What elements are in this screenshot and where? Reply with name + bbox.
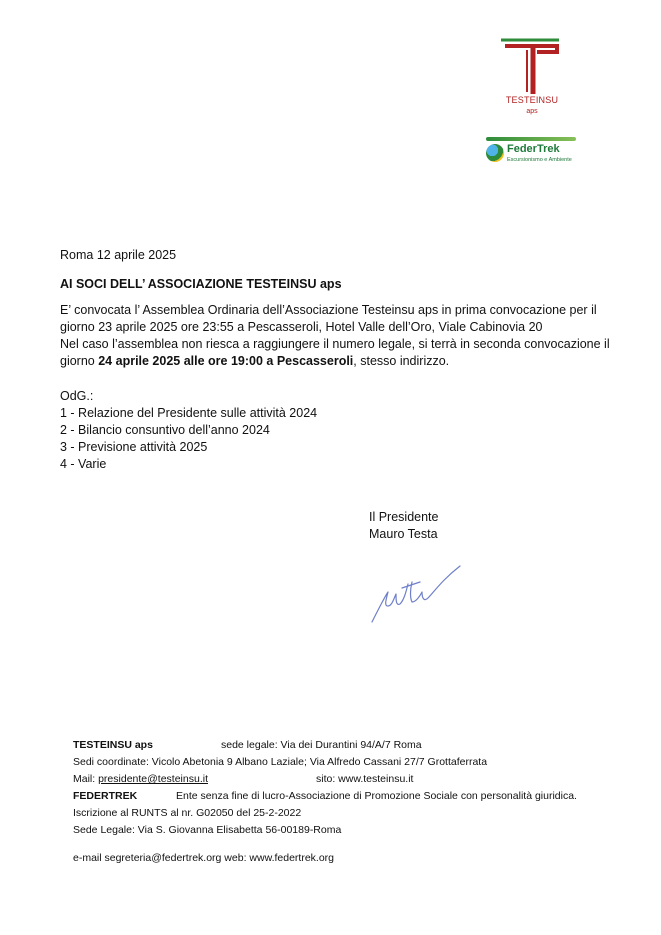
footer-fed-seat: Sede Legale: Via S. Giovanna Elisabetta 56-00189-Roma — [73, 824, 342, 836]
footer-mail-link[interactable]: presidente@testeinsu.it — [98, 773, 208, 785]
footer-site: sito: www.testeinsu.it — [316, 773, 414, 785]
agenda-item: 4 - Varie — [60, 457, 107, 471]
agenda-item: 1 - Relazione del Presidente sulle attività 2024 — [60, 406, 318, 420]
paragraph-2-bold: 24 aprile 2025 alle ore 19:00 a Pescasseroli — [98, 354, 354, 368]
federtrek-logo-name: FederTrek — [507, 143, 560, 155]
logo-name: TESTEINSU — [505, 95, 559, 105]
footer-legal-seat: sede legale: Via dei Durantini 94/A/7 Roma — [221, 739, 422, 751]
signature-name: Mauro Testa — [369, 527, 438, 541]
agenda-item: 2 - Bilancio consuntivo dell’anno 2024 — [60, 423, 270, 437]
letter-addressee: AI SOCI DELL’ ASSOCIAZIONE TESTEINSU aps — [60, 277, 342, 291]
footer-org-name: TESTEINSU aps — [73, 739, 153, 751]
globe-icon — [486, 144, 504, 162]
footer-fed-contacts: e-mail segreteria@federtrek.org web: www.federtrek.org — [73, 852, 335, 864]
signature-role: Il Presidente — [369, 510, 439, 524]
federtrek-logo-tagline: Escursionismo e Ambiente — [507, 157, 572, 163]
logo-suffix: aps — [526, 108, 538, 115]
federtrek-logo-bar — [486, 137, 576, 141]
footer-fed-desc: Ente senza fine di lucro-Associazione di Promozione Sociale con personalità giuridica. — [176, 790, 577, 802]
footer-runts: Iscrizione al RUNTS al nr. G02050 del 25-2-2022 — [73, 807, 302, 819]
footer-fed-name: FEDERTREK — [73, 790, 138, 802]
paragraph-1-line-1: E’ convocata l’ Assemblea Ordinaria dell’Associazione Testeinsu aps in prima convocazione per il — [60, 303, 597, 317]
agenda-title: OdG.: — [60, 389, 94, 403]
footer-coordinated-seats: Sedi coordinate: Vicolo Abetonia 9 Albano Laziale; Via Alfredo Cassani 27/7 Grottaferrata — [73, 756, 488, 768]
testeinsu-logo-icon — [497, 34, 565, 96]
footer-mail-label: Mail: — [73, 773, 99, 785]
paragraph-2-post: , stesso indirizzo. — [353, 354, 450, 368]
handwritten-signature — [368, 562, 466, 628]
paragraph-2-line-2 — [60, 353, 449, 370]
paragraph-1-line-2: giorno 23 aprile 2025 ore 23:55 a Pescasseroli, Hotel Valle dell’Oro, Viale Cabinovia 20 — [60, 320, 543, 334]
paragraph-2-line-1: Nel caso l’assemblea non riesca a raggiungere il numero legale, si terrà in seconda convocazione il — [60, 337, 610, 351]
agenda-item: 3 - Previsione attività 2025 — [60, 440, 208, 454]
footer-mail-line — [73, 771, 208, 788]
letter-date: Roma 12 aprile 2025 — [60, 248, 177, 262]
paragraph-2-pre: giorno — [60, 354, 99, 368]
